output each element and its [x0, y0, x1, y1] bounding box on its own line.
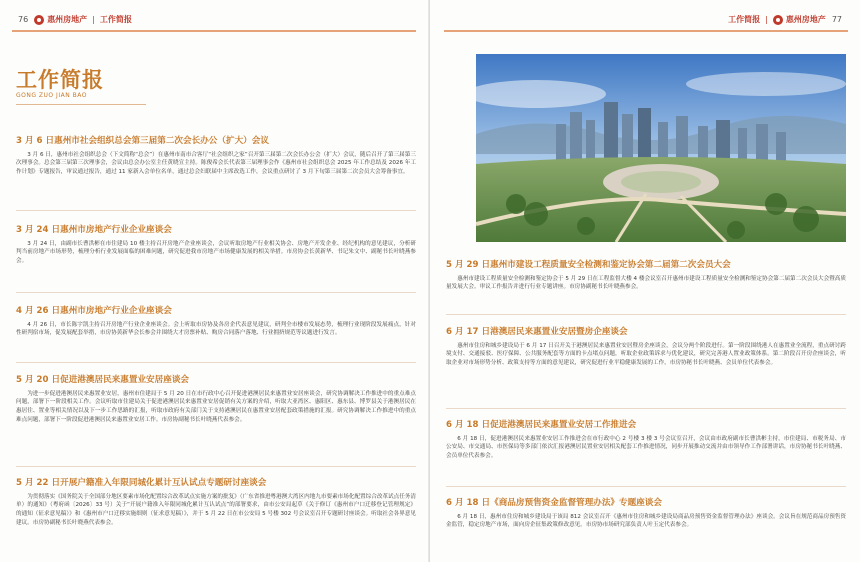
brand-logo [773, 14, 826, 25]
header-separator: | [765, 15, 768, 24]
brand-logo [34, 14, 87, 25]
brand-logo-icon [34, 15, 44, 25]
section-name: 工作简报 [99, 15, 132, 24]
article-heading: 3 月 24 日惠州市房地产行业企业座谈会 [16, 225, 172, 235]
article-heading: 4 月 26 日惠州市房地产行业企业座谈会 [16, 306, 172, 316]
city-aerial-photo [476, 54, 846, 242]
article-heading: 5 月 20 日促进港澳居民来惠置业安居座谈会 [16, 375, 190, 385]
article-divider [16, 292, 416, 293]
article-divider [16, 210, 416, 211]
article-body: 6 月 18 日，惠州市住房和城乡建设局于该局 812 会议室召开《惠州市住房和城乡建设局商品房预售资金监督管理办法》座谈会。会议旨在规范商品房预售资金监管，稳定房地产市场，面向房企征集政策修改意见。市房协市场研究部负责人叶玉定代表参会。 [446, 513, 846, 529]
left-page-number: 76 [18, 15, 29, 24]
article-heading: 3 月 6 日惠州市社会组织总会第三届第二次会长办公（扩大）会议 [16, 136, 269, 146]
article-divider [446, 486, 846, 487]
article-body: 3 月 6 日，惠州市社会组织总会（下文简称“总会”）在惠州市南市合客厅“社会组织之家”召开第三届第二次会长办公会（扩大）会议，随后召开了第三届第三次理事会。总会第三届第三次理事会，会议由总会办公室主任黄晓宣主持。陈俊希会长代表第三届理事会作《惠州市社会组织总会 2025 年工作总结及 2026 年工作计划》专题报告，审议通过报告，通过 11 家新入会单位名单，通过总会妇联届中主席改选工作，会议重点研讨了 3 月下旬第三届第二次会员大会筹备事宜。 [16, 151, 416, 176]
article-right-4 [446, 498, 846, 530]
article-right-3 [446, 420, 846, 461]
article-heading: 6 月 17 日港澳居民来惠置业安居暨房企座谈会 [446, 327, 628, 337]
article-right-2 [446, 327, 846, 368]
article-body: 6 月 18 日，促进港澳居民来惠置业安居工作推进会在市行政中心 2 号楼 3 楼 3 号会议室召开，会议由市政府副市长曹洪彬主持，市住建局、市税务局、市公安局、市交通局、市医保局等多部门依次汇报港澳居民置业安居相关配套工作推进情况，同步开展推动交流并由市领导作工作部署讲话，市房协秘书长叶晓燕、会员单位代表参会。 [446, 435, 846, 460]
article-left-1 [16, 136, 416, 177]
article-divider [16, 362, 416, 363]
article-body: 惠州市住房和城乡建设局于 6 月 17 日召开关于港澳居民来惠置业安居暨房企座谈会，会议分两个阶段进行。第一阶段围绕港人在惠置业全流程，重点研讨跨境支付、交通接驳、医疗保障、公共服务配套等方面的卡点堵点问题，听取企业政策诉求与优化建议，研究完善港人置业政策体系。第二阶段召开房企座谈会，听取企业对市场形势分析、政策支持等方面的意见建议，研究促进行业平稳健康发展的工作，市房协秘书长叶晓燕、会员单位代表参会。 [446, 342, 846, 367]
article-divider [446, 314, 846, 315]
article-left-4 [16, 375, 416, 424]
header-separator: | [92, 15, 95, 24]
article-heading: 5 月 29 日惠州市建设工程质量安全检测和鉴定协会第二届第二次会员大会 [446, 260, 731, 270]
article-left-3 [16, 306, 416, 338]
title-underline [16, 104, 146, 105]
article-body: 为进一步促进港澳居民来惠置业安居，惠州市住建局于 5 月 20 日在市行政中心召开促进港澳居民来惠置业安居座谈会，研究协调解决工作推进中的重点难点问题，部署下一阶段相关工作。会议听取市住建局关于促进港澳居民来惠置业安居促销有关方案的介绍，听取大亚湾区、惠阳区、惠东县、博罗县关于港澳居民在惠居住、置业等相关情况以及下一步工作思路的汇报，听取市政府有关部门关于支持港澳居民在惠置业安居配套政策措施的汇报。研究协调解决工作推进中的重点难点问题，部署下一阶段促进港澳居民来惠置业安居工作。市房协副秘书长叶晓燕代表参会。 [16, 390, 416, 423]
article-heading: 5 月 22 日开展户籍准入年限同城化累计互认试点专题研讨座谈会 [16, 478, 267, 488]
article-body: 4 月 26 日，市长陈宇凯主持召开房地产行业企业座谈会。会上听取市房协及各房企代表意见建议，研判全市楼市发展态势，梳理行业现阶段发展痛点，针对性研判宿市场，促发展配套举措，市房协黄新华会长参会并围绕大才房票补贴、购房合同落户落地、行业拥挤规范等议题进行发言。 [16, 321, 416, 337]
brand-name: 惠州房地产 [785, 15, 826, 24]
article-body: 3 月 24 日，由副市长曹洪彬在市住建局 10 楼主持召开房地产企业座谈会，会议听取房地产行业相关协会、房地产开发企业、经纪机构的意见建议，分析研判当前房地产市场形势，梳理分析行业发展面临的困难问题，研究促进我市房地产市场健康发展的相关举措。市房协会长黄新华、书记朱文中、副秘书长叶晓燕参会。 [16, 240, 416, 265]
article-divider [16, 466, 416, 467]
article-divider [446, 408, 846, 409]
right-page-number: 77 [831, 15, 842, 24]
article-left-5 [16, 478, 416, 527]
brand-logo-icon [773, 15, 783, 25]
city-skyline-illustration [476, 54, 846, 242]
article-heading: 6 月 18 日《商品房预售资金监督管理办法》专题座谈会 [446, 498, 662, 508]
article-body: 为贯彻落实《国务院关于全国部分地区要素市场化配置综合改革试点实施方案的批复》（广东省推进粤港澳大湾区内地九市要素市场化配置综合改革试点任务清单）的通知》（粤府函〔2026〕33 号）关于“开展户籍准入年限同城化累计互认试点”的部署要求，由市公安局起草《关于修订《惠州市户口迁移登记管理规定》的通知（征求意见稿）》和《惠州市户口迁移实施细则（征求意见稿）》，并于 5 月 22 日在市公安局 5 号楼 302 号会议室召开专题研讨座谈会。听取社会各界意见建议。市房协副秘书长叶晓燕代表参会。 [16, 493, 416, 526]
page-title: 工作简报 [16, 68, 104, 92]
article-body: 惠州市建设工程质量安全检测和鉴定协会于 5 月 29 日在工程监督大楼 4 楼会议室召开惠州市建设工程质量安全检测和鉴定协会第二届第二次会员大会暨高质量发展大会。审议工作报告并进行行业专题讲座。市房协副秘书长叶晓燕参会。 [446, 275, 846, 291]
left-header-rule [12, 30, 416, 32]
page-title-pinyin: GONG ZUO JIAN BAO [16, 92, 87, 99]
left-running-header [12, 14, 132, 25]
article-heading: 6 月 18 日促进港澳居民来惠置业安居工作推进会 [446, 420, 637, 430]
brand-name: 惠州房地产 [47, 15, 88, 24]
article-left-2 [16, 225, 416, 266]
right-header-rule [444, 30, 848, 32]
article-right-1 [446, 260, 846, 292]
section-name: 工作简报 [728, 15, 761, 24]
right-running-header [728, 14, 848, 25]
